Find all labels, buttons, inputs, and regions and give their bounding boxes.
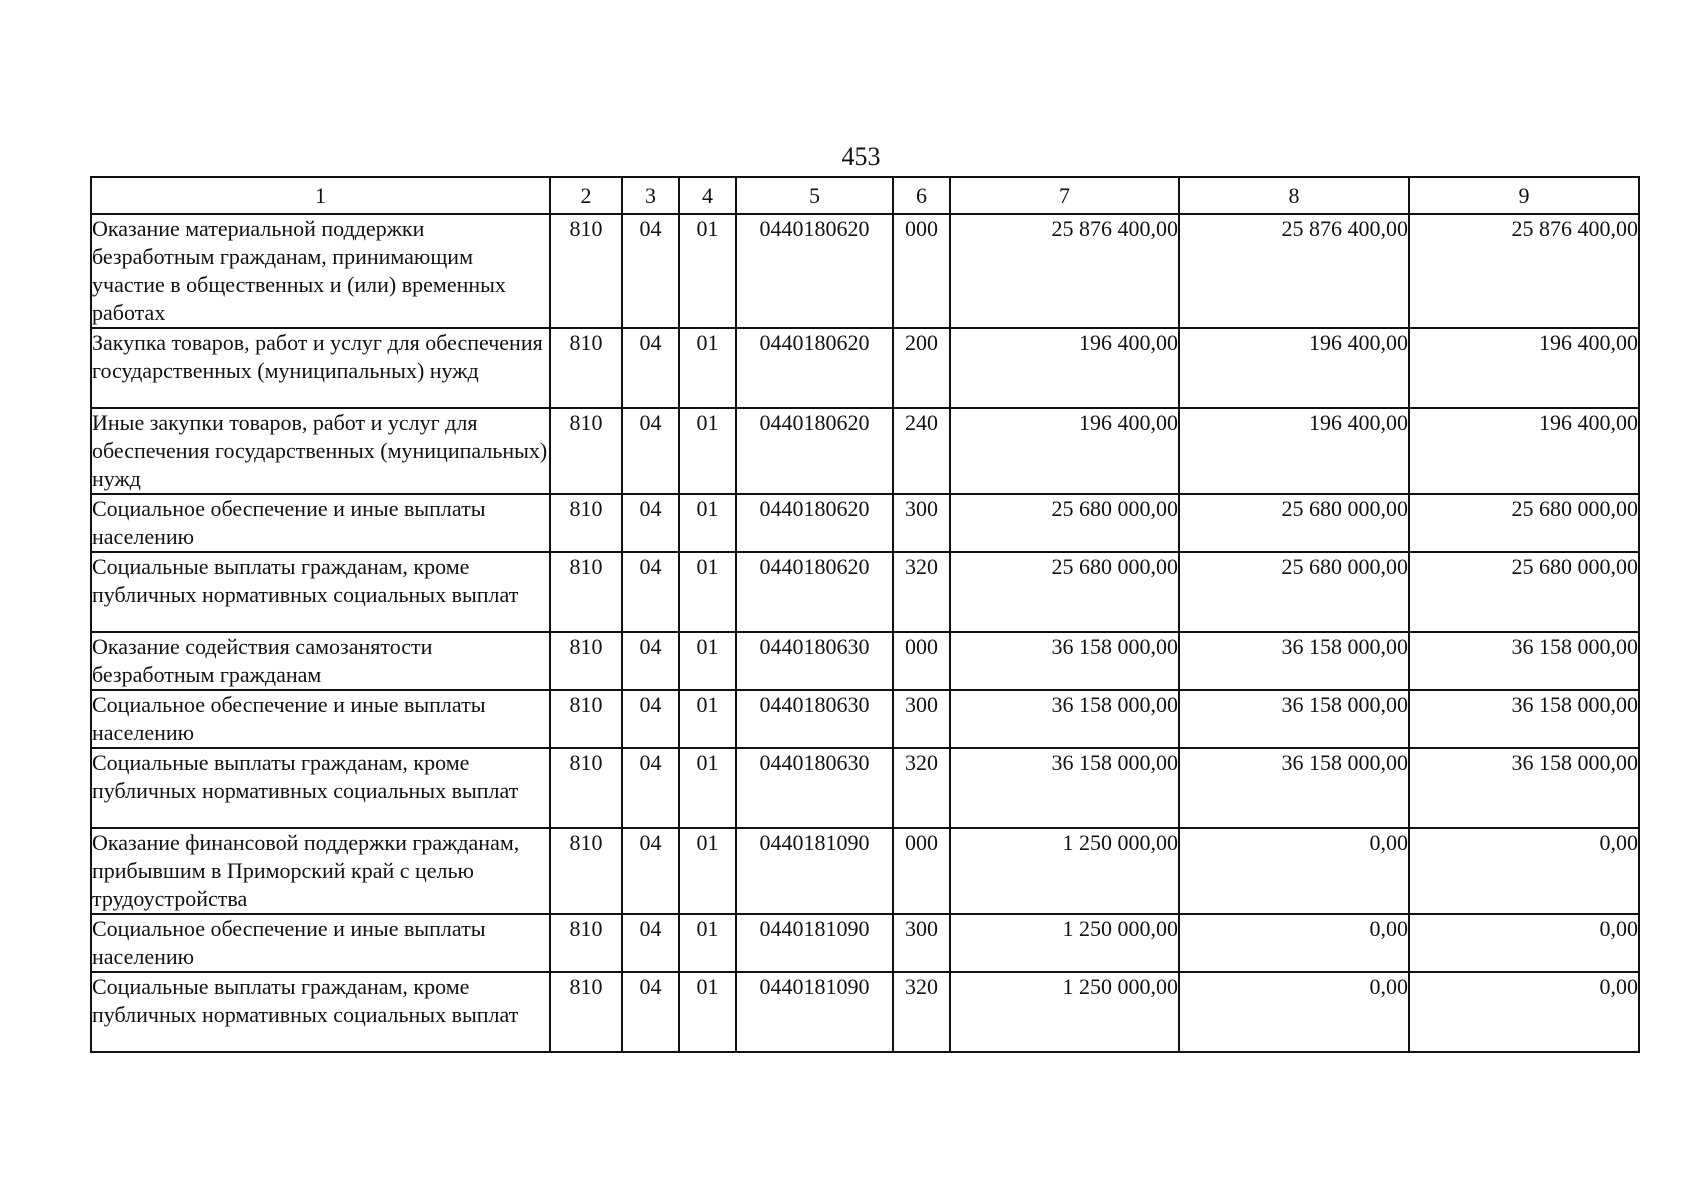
table-row xyxy=(91,214,1639,328)
amount-cell: 196 400,00 xyxy=(1179,408,1409,494)
section-cell: 04 xyxy=(622,408,679,494)
amount-cell: 0,00 xyxy=(1179,972,1409,1052)
table-row xyxy=(91,690,1639,748)
expense-type-cell: 240 xyxy=(893,408,950,494)
row-name-cell: Социальное обеспечение и иные выплаты населению xyxy=(91,494,550,552)
target-article-cell: 0440180620 xyxy=(736,328,893,408)
row-name-cell: Оказание содействия самозанятости безработным гражданам xyxy=(91,632,550,690)
amount-cell: 1 250 000,00 xyxy=(950,914,1179,972)
table-row xyxy=(91,914,1639,972)
amount-cell: 25 680 000,00 xyxy=(950,552,1179,632)
subsection-cell: 01 xyxy=(679,914,736,972)
table-row xyxy=(91,494,1639,552)
row-name-cell: Социальное обеспечение и иные выплаты населению xyxy=(91,914,550,972)
header-cell: 2 xyxy=(550,177,622,214)
expense-type-cell: 000 xyxy=(893,214,950,328)
target-article-cell: 0440181090 xyxy=(736,914,893,972)
header-cell: 3 xyxy=(622,177,679,214)
row-name-cell: Иные закупки товаров, работ и услуг для обеспечения государственных (муниципальных) нужд xyxy=(91,408,550,494)
amount-cell: 196 400,00 xyxy=(1179,328,1409,408)
amount-cell: 196 400,00 xyxy=(1409,408,1639,494)
code-cell: 810 xyxy=(550,632,622,690)
subsection-cell: 01 xyxy=(679,972,736,1052)
expense-type-cell: 320 xyxy=(893,972,950,1052)
row-name-cell: Социальные выплаты гражданам, кроме публичных нормативных социальных выплат xyxy=(91,972,550,1052)
code-cell: 810 xyxy=(550,552,622,632)
amount-cell: 0,00 xyxy=(1409,914,1639,972)
page-number: 453 xyxy=(841,142,881,171)
amount-cell: 196 400,00 xyxy=(1409,328,1639,408)
amount-cell: 0,00 xyxy=(1179,914,1409,972)
expense-type-cell: 300 xyxy=(893,690,950,748)
row-name-cell: Закупка товаров, работ и услуг для обеспечения государственных (муниципальных) нужд xyxy=(91,328,550,408)
subsection-cell: 01 xyxy=(679,828,736,914)
code-cell: 810 xyxy=(550,494,622,552)
header-cell: 4 xyxy=(679,177,736,214)
subsection-cell: 01 xyxy=(679,408,736,494)
amount-cell: 25 680 000,00 xyxy=(1409,552,1639,632)
subsection-cell: 01 xyxy=(679,748,736,828)
amount-cell: 25 876 400,00 xyxy=(950,214,1179,328)
row-name-cell: Социальные выплаты гражданам, кроме публичных нормативных социальных выплат xyxy=(91,748,550,828)
expense-type-cell: 200 xyxy=(893,328,950,408)
amount-cell: 196 400,00 xyxy=(950,408,1179,494)
row-name-cell: Социальное обеспечение и иные выплаты населению xyxy=(91,690,550,748)
header-cell: 1 xyxy=(91,177,550,214)
amount-cell: 25 680 000,00 xyxy=(1179,494,1409,552)
amount-cell: 25 680 000,00 xyxy=(1409,494,1639,552)
code-cell: 810 xyxy=(550,914,622,972)
code-cell: 810 xyxy=(550,408,622,494)
row-name-cell: Социальные выплаты гражданам, кроме публичных нормативных социальных выплат xyxy=(91,552,550,632)
table-row xyxy=(91,552,1639,632)
code-cell: 810 xyxy=(550,828,622,914)
section-cell: 04 xyxy=(622,632,679,690)
amount-cell: 36 158 000,00 xyxy=(950,748,1179,828)
table-row xyxy=(91,828,1639,914)
header-row xyxy=(91,177,1639,214)
code-cell: 810 xyxy=(550,214,622,328)
header-cell: 6 xyxy=(893,177,950,214)
expense-type-cell: 320 xyxy=(893,748,950,828)
section-cell: 04 xyxy=(622,690,679,748)
expense-type-cell: 300 xyxy=(893,494,950,552)
subsection-cell: 01 xyxy=(679,328,736,408)
target-article-cell: 0440180620 xyxy=(736,408,893,494)
header-cell: 8 xyxy=(1179,177,1409,214)
code-cell: 810 xyxy=(550,972,622,1052)
amount-cell: 0,00 xyxy=(1409,972,1639,1052)
section-cell: 04 xyxy=(622,214,679,328)
code-cell: 810 xyxy=(550,690,622,748)
table-row xyxy=(91,748,1639,828)
expense-type-cell: 000 xyxy=(893,828,950,914)
header-cell: 7 xyxy=(950,177,1179,214)
subsection-cell: 01 xyxy=(679,214,736,328)
amount-cell: 36 158 000,00 xyxy=(950,690,1179,748)
section-cell: 04 xyxy=(622,972,679,1052)
amount-cell: 196 400,00 xyxy=(950,328,1179,408)
target-article-cell: 0440180620 xyxy=(736,494,893,552)
subsection-cell: 01 xyxy=(679,690,736,748)
amount-cell: 36 158 000,00 xyxy=(1409,632,1639,690)
amount-cell: 1 250 000,00 xyxy=(950,828,1179,914)
budget-table xyxy=(90,176,1640,1053)
target-article-cell: 0440180630 xyxy=(736,748,893,828)
amount-cell: 25 876 400,00 xyxy=(1409,214,1639,328)
target-article-cell: 0440180630 xyxy=(736,632,893,690)
header-cell: 5 xyxy=(736,177,893,214)
table-row xyxy=(91,972,1639,1052)
target-article-cell: 0440180630 xyxy=(736,690,893,748)
table-row xyxy=(91,328,1639,408)
header-cell: 9 xyxy=(1409,177,1639,214)
amount-cell: 0,00 xyxy=(1179,828,1409,914)
amount-cell: 25 680 000,00 xyxy=(950,494,1179,552)
amount-cell: 36 158 000,00 xyxy=(950,632,1179,690)
section-cell: 04 xyxy=(622,552,679,632)
section-cell: 04 xyxy=(622,328,679,408)
amount-cell: 36 158 000,00 xyxy=(1409,748,1639,828)
subsection-cell: 01 xyxy=(679,494,736,552)
section-cell: 04 xyxy=(622,494,679,552)
amount-cell: 25 680 000,00 xyxy=(1179,552,1409,632)
amount-cell: 25 876 400,00 xyxy=(1179,214,1409,328)
amount-cell: 36 158 000,00 xyxy=(1409,690,1639,748)
amount-cell: 0,00 xyxy=(1409,828,1639,914)
amount-cell: 1 250 000,00 xyxy=(950,972,1179,1052)
section-cell: 04 xyxy=(622,828,679,914)
section-cell: 04 xyxy=(622,748,679,828)
code-cell: 810 xyxy=(550,328,622,408)
amount-cell: 36 158 000,00 xyxy=(1179,748,1409,828)
row-name-cell: Оказание финансовой поддержки гражданам, прибывшим в Приморский край с целью трудоустройства xyxy=(91,828,550,914)
expense-type-cell: 300 xyxy=(893,914,950,972)
amount-cell: 36 158 000,00 xyxy=(1179,632,1409,690)
subsection-cell: 01 xyxy=(679,632,736,690)
row-name-cell: Оказание материальной поддержки безработным гражданам, принимающим участие в общественных и (или) временных работах xyxy=(91,214,550,328)
target-article-cell: 0440181090 xyxy=(736,972,893,1052)
table-row xyxy=(91,408,1639,494)
target-article-cell: 0440180620 xyxy=(736,214,893,328)
amount-cell: 36 158 000,00 xyxy=(1179,690,1409,748)
target-article-cell: 0440181090 xyxy=(736,828,893,914)
expense-type-cell: 320 xyxy=(893,552,950,632)
expense-type-cell: 000 xyxy=(893,632,950,690)
subsection-cell: 01 xyxy=(679,552,736,632)
table-row xyxy=(91,632,1639,690)
code-cell: 810 xyxy=(550,748,622,828)
target-article-cell: 0440180620 xyxy=(736,552,893,632)
section-cell: 04 xyxy=(622,914,679,972)
